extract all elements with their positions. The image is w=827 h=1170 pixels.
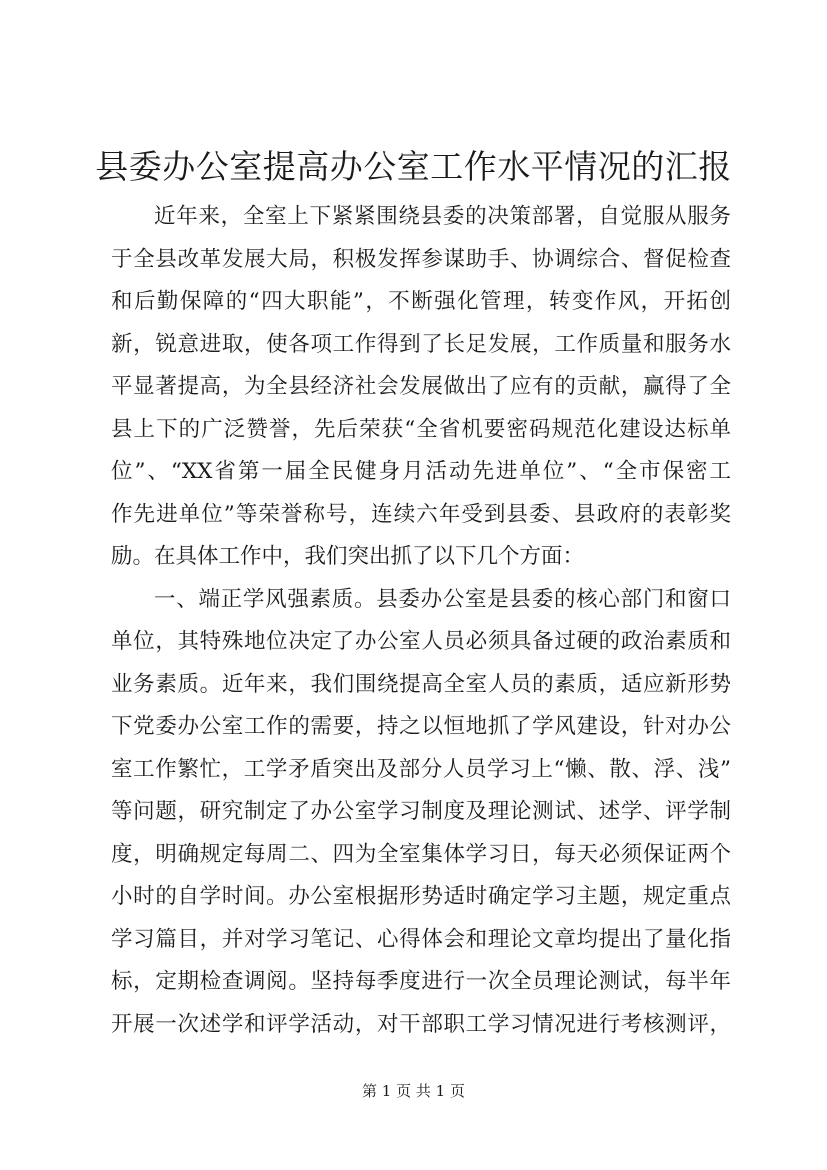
paragraph-1-line: 于全县改革发展大局，积极发挥参谋助手、协调综合、督促检查	[111, 246, 731, 272]
paragraph-1-line: 新，锐意进取，使各项工作得到了长足发展，工作质量和服务水	[111, 331, 731, 357]
paragraph-2-line: 一、端正学风强素质。县委办公室是县委的核心部门和窗口	[154, 586, 731, 612]
paragraph-2-line: 度，明确规定每周二、四为全室集体学习日，每天必须保证两个	[111, 841, 731, 867]
paragraph-1-line: 和后勤保障的“四大职能”，不断强化管理，转变作风，开拓创	[111, 289, 731, 314]
paragraph-2-line: 等问题，研究制定了办公室学习制度及理论测试、述学、评学制	[111, 799, 731, 824]
paragraph-2-line: 室工作繁忙，工学矛盾突出及部分人员学习上“懒、散、浮、浅”	[111, 756, 731, 782]
paragraph-1-line: 近年来，全室上下紧紧围绕县委的决策部署，自觉服从服务	[154, 204, 731, 229]
page-footer: 第 1 页 共 1 页	[362, 1082, 465, 1100]
paragraph-1-line: 励。在具体工作中，我们突出抓了以下几个方面：	[111, 544, 585, 569]
paragraph-1-line: 位”、“XX省第一届全民健身月活动先进单位”、“全市保密工	[111, 459, 731, 484]
paragraph-2-line: 业务素质。近年来，我们围绕提高全室人员的素质，适应新形势	[111, 671, 731, 697]
paragraph-2-line: 开展一次述学和评学活动，对干部职工学习情况进行考核测评，	[111, 1011, 731, 1037]
document-body	[111, 196, 731, 1046]
paragraph-2-line: 学习篇目，并对学习笔记、心得体会和理论文章均提出了量化指	[111, 926, 731, 952]
document-title: 县委办公室提高办公室工作水平情况的汇报	[95, 147, 732, 186]
paragraph-2-line: 单位，其特殊地位决定了办公室人员必须具备过硬的政治素质和	[111, 629, 731, 654]
paragraph-1-line: 作先进单位”等荣誉称号，连续六年受到县委、县政府的表彰奖	[111, 501, 731, 527]
paragraph-2-line: 标，定期检查调阅。坚持每季度进行一次全员理论测试，每半年	[111, 969, 731, 994]
paragraph-1-line: 县上下的广泛赞誉，先后荣获“全省机要密码规范化建设达标单	[111, 416, 731, 442]
paragraph-2-line: 下党委办公室工作的需要，持之以恒地抓了学风建设，针对办公	[111, 714, 731, 739]
paragraph-1-line: 平显著提高，为全县经济社会发展做出了应有的贡献，赢得了全	[111, 374, 731, 399]
paragraph-2-line: 小时的自学时间。办公室根据形势适时确定学习主题，规定重点	[111, 884, 731, 909]
